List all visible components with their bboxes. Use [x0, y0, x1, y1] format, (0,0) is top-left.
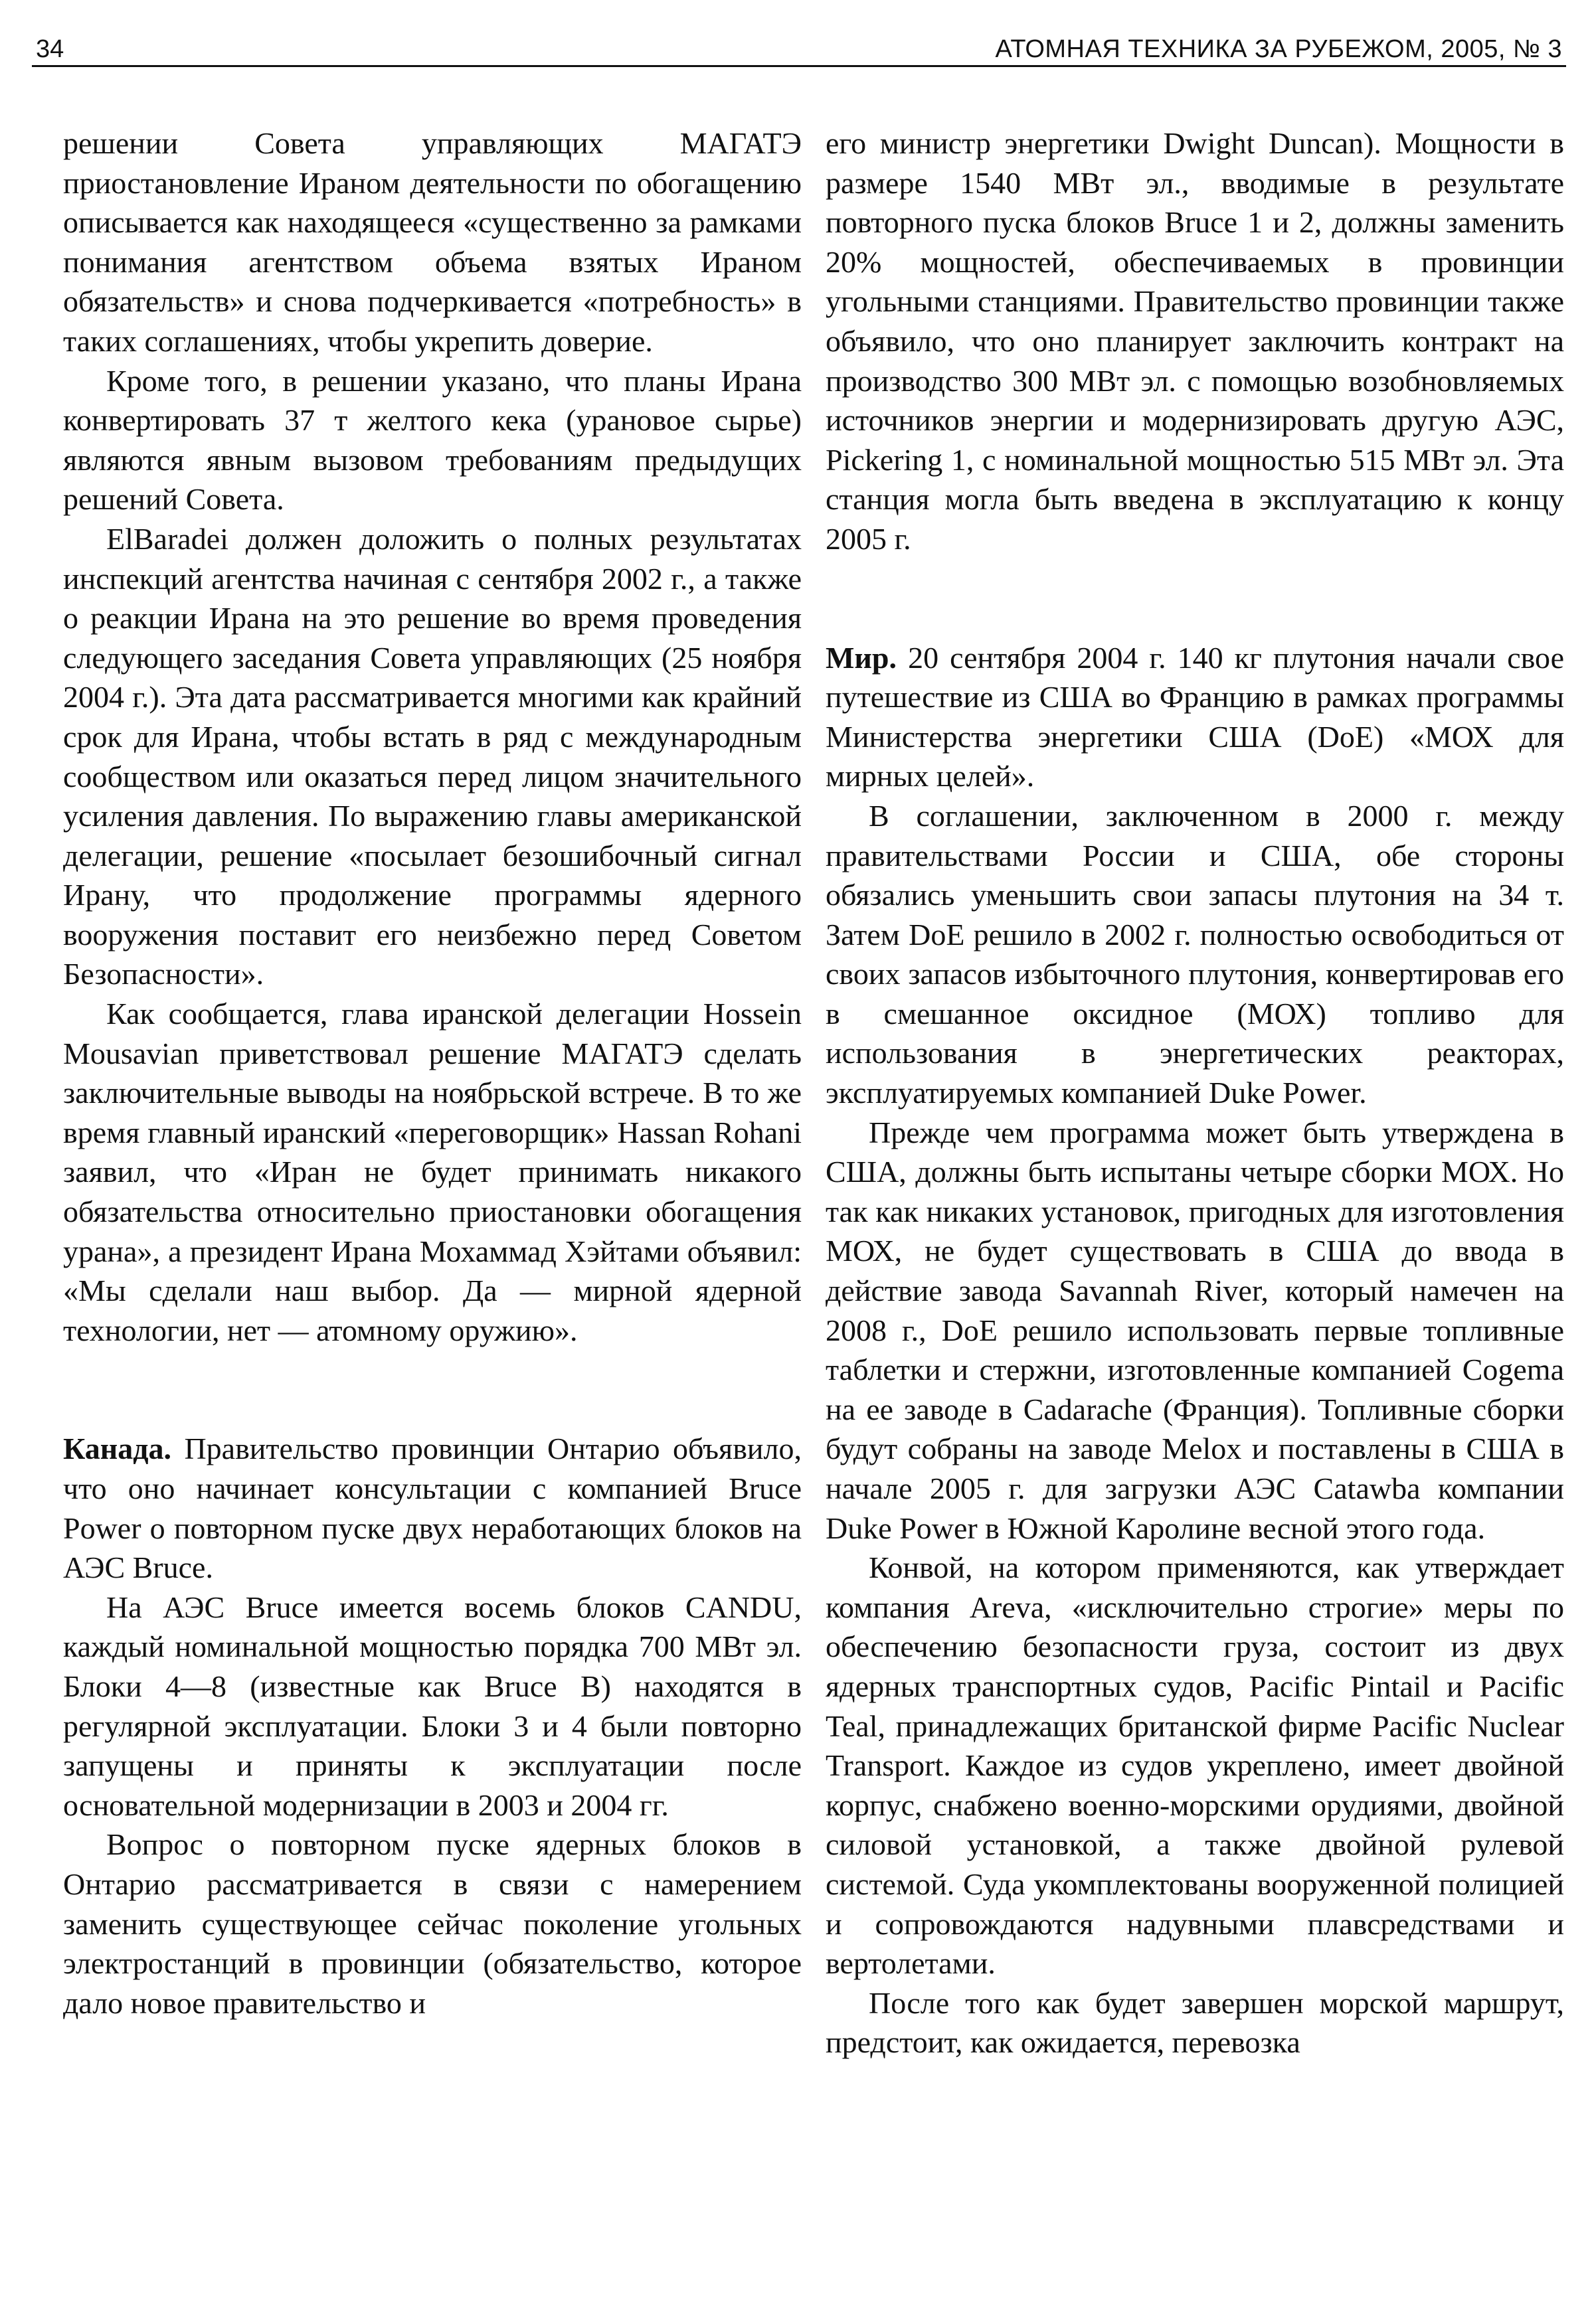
- section-heading-world: Мир.: [826, 640, 897, 675]
- section-heading-canada: Канада.: [63, 1432, 172, 1466]
- paragraph-iran-decision: решении Совета управляющих МАГАТЭ приостановление Ираном деятельности по обогащению описывается как находящееся «существенно за рамками понимания агентством объема взятых Ираном обязательств» и снова подчеркивается «потребность» в таких соглашениях, чтобы укрепить доверие.: [63, 126, 802, 358]
- paragraph-mox-assemblies: Прежде чем программа может быть утверждена в США, должны быть испытаны четыре сборки МОХ. Но так как никаких установок, пригодных для изготовления МОХ, не будет существовать в США до ввода в действие завода Savannah River, который намечен на 2008 г., DoE решило использовать первые топливные таблетки и стержни, изготовленные компанией Cogema на ее заводе в Cadarache (Франция). Топливные сборки будут собраны на заводе Melox и поставлены в США в начале 2005 г. для загрузки АЭС Catawba компании Duke Power в Южной Каролине весной этого года.: [826, 1115, 1564, 1545]
- journal-title: АТОМНАЯ ТЕХНИКА ЗА РУБЕЖОМ, 2005, № 3: [995, 35, 1562, 63]
- paragraph-bruce-units: На АЭС Bruce имеется восемь блоков CANDU, каждый номинальной мощностью порядка 700 МВт эл. Блоки 4—8 (известные как Bruce B) находятся в регулярной эксплуатации. Блоки 3 и 4 были повторно запущены и приняты к эксплуатации после основательной модернизации в 2003 и 2004 гг.: [63, 1590, 802, 1822]
- paragraph-elbaradei: ElBaradei должен доложить о полных результатах инспекций агентства начиная с сентября 2002 г., а также о реакции Ирана на это решение во время проведения следующего заседания Совета управляющих (25 ноября 2004 г.). Эта дата рассматривается многими как крайний срок для Ирана, чтобы встать в ряд с международным сообществом или оказаться перед лицом значительного усиления давления. По выражению главы американской делегации, решение «посылает безошибочный сигнал Ирану, что продолжение программы ядерного вооружения поставит его неизбежно перед Советом Безопасности».: [63, 521, 802, 991]
- text-columns: [63, 124, 1564, 2062]
- page-number: 34: [36, 35, 64, 63]
- paragraph-ontario-coal: Вопрос о повторном пуске ядерных блоков в Онтарио рассматривается в связи с намерением заменить существующее сейчас поколение угольных электростанций в провинции (обязательство, которое дало новое правительство и: [63, 1827, 802, 2020]
- paragraph-iran-response: Как сообщается, глава иранской делегации Hossein Mousavian приветствовал решение МАГАТЭ сделать заключительные выводы на ноябрьской встрече. В то же время главный иранский «переговорщик» Hassan Rohani заявил, что «Иран не будет принимать никакого обязательства относительно приостановки обогащения урана», а президент Ирана Мохаммад Хэйтами объявил: «Мы сделали наш выбор. Да — мирной ядерной технологии, нет — атомному оружию».: [63, 997, 802, 1347]
- paragraph-sea-route: После того как будет завершен морской маршрут, предстоит, как ожидается, перевозка: [826, 1985, 1564, 2060]
- paragraph-canada: [63, 1429, 802, 1587]
- right-column: [826, 124, 1564, 2062]
- paragraph-ontario-capacity: его министр энергетики Dwight Duncan). Мощности в размере 1540 МВт эл., вводимые в результате повторного пуска блоков Bruce 1 и 2, должны заменить 20% мощностей, обеспечиваемых в провинции угольными станциями. Правительство провинции также объявило, что оно планирует заключить контракт на производство 300 МВт эл. с помощью возобновляемых источников энергии и модернизировать другую АЭС, Pickering 1, с номинальной мощностью 515 МВт эл. Эта станция могла быть введена в эксплуатацию к концу 2005 г.: [826, 126, 1564, 556]
- paragraph-yellowcake: Кроме того, в решении указано, что планы Ирана конвертировать 37 т желтого кека (урановое сырье) являются явным вызовом требованиям предыдущих решений Совета.: [63, 363, 802, 517]
- canada-text: Правительство провинции Онтарио объявило, что оно начинает консультации с компанией Bruce Power о повторном пуске двух неработающих блоков на АЭС Bruce.: [63, 1432, 802, 1585]
- running-header: [32, 33, 1566, 67]
- left-column: [63, 124, 802, 2062]
- paragraph-russia-usa-agreement: В соглашении, заключенном в 2000 г. между правительствами России и США, обе стороны обязались уменьшить свои запасы плутония на 34 т. Затем DoE решило в 2002 г. полностью освободиться от своих запасов избыточного плутония, конвертировав его в смешанное оксидное (МОХ) топливо для использования в энергетических реакторах, эксплуатируемых компанией Duke Power.: [826, 798, 1564, 1110]
- paragraph-world: [826, 638, 1564, 796]
- paragraph-convoy: Конвой, на котором применяются, как утверждает компания Areva, «исключительно строгие» меры по обеспечению безопасности груза, состоит из двух ядерных транспортных судов, Pacific Pintail и Pacific Teal, принадлежащих британской фирме Pacific Nuclear Transport. Каждое из судов укреплено, имеет двойной корпус, снабжено военно-морскими орудиями, двойной силовой установкой, а также двойной рулевой системой. Суда укомплектованы вооруженной полицией и сопровождаются надувными плавсредствами и вертолетами.: [826, 1550, 1564, 1981]
- world-text: 20 сентября 2004 г. 140 кг плутония начали свое путешествие из США во Францию в рамках программы Министерства энергетики США (DoE) «МОХ для мирных целей».: [826, 640, 1565, 793]
